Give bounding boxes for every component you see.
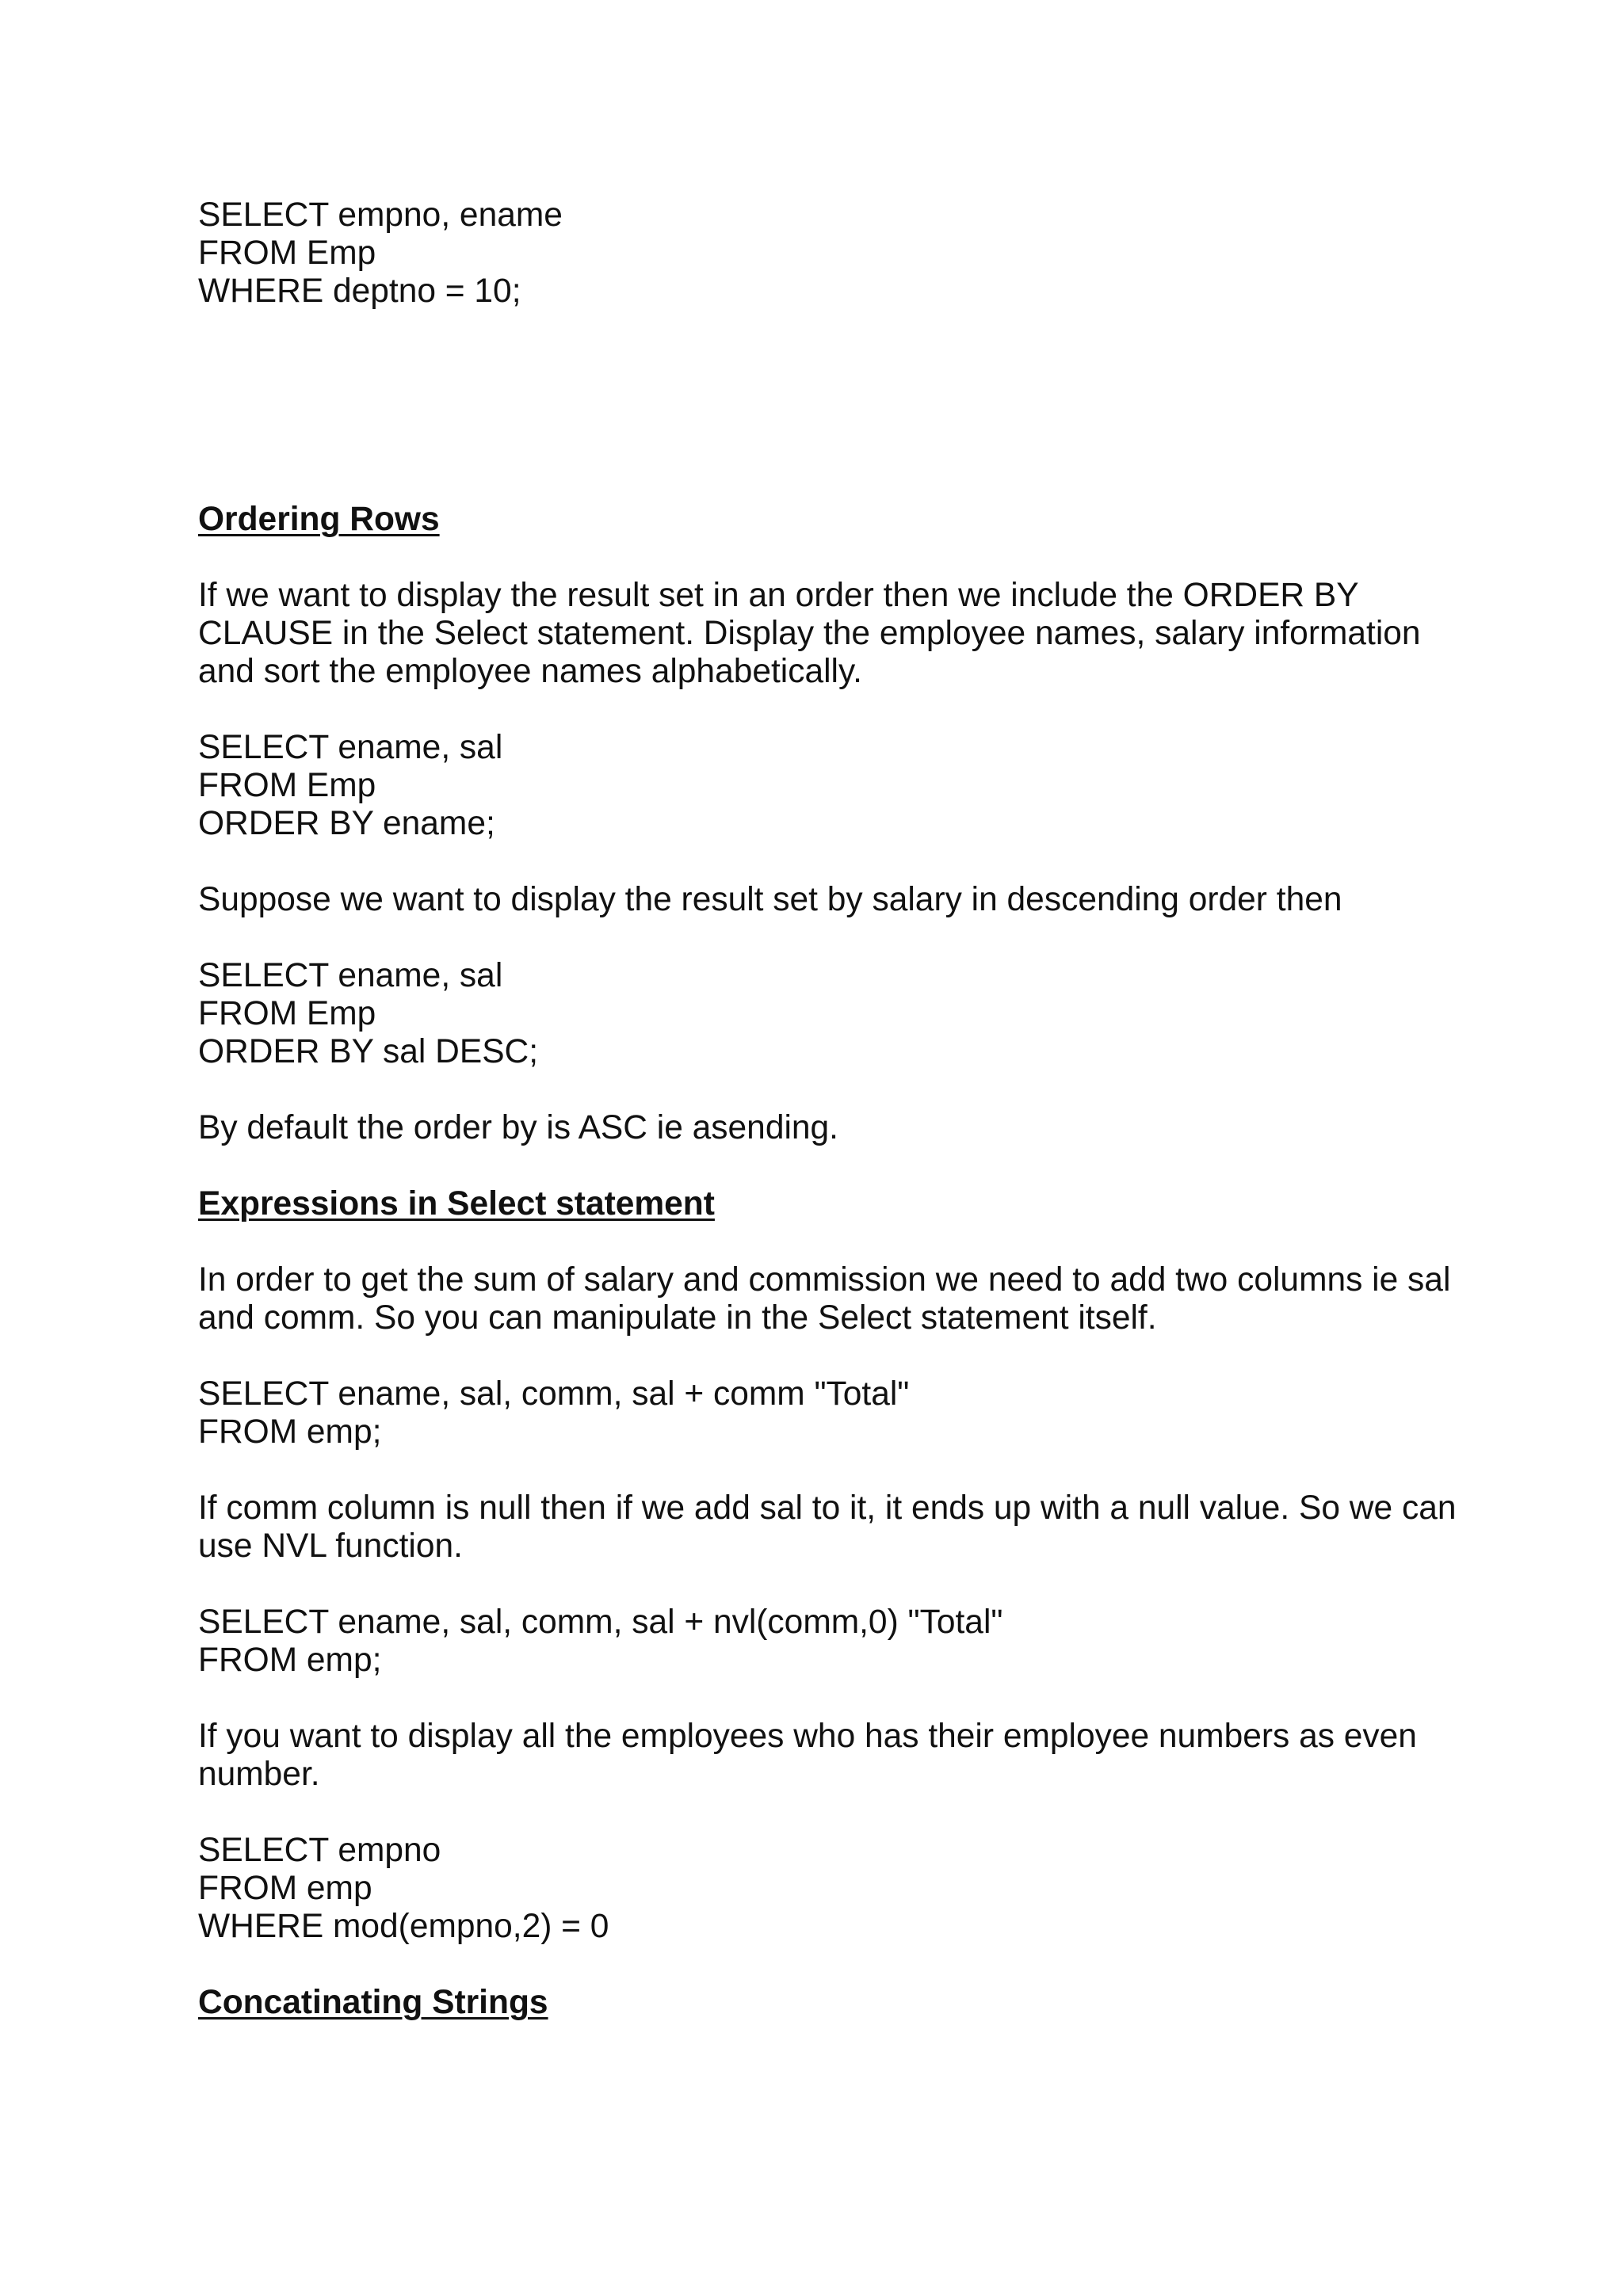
code-block: [198, 1375, 1450, 1451]
spacer: [198, 539, 1450, 577]
spacer: [198, 1946, 1450, 1984]
paragraph: [198, 1261, 1450, 1337]
spacer: [198, 1451, 1450, 1489]
paragraph-line: number.: [198, 1756, 320, 1793]
spacer: [198, 919, 1450, 957]
spacer: [198, 843, 1450, 881]
section-heading: Concatinating Strings: [198, 1984, 548, 2021]
code-line: SELECT ename, sal, comm, sal + nvl(comm,0) "Total": [198, 1604, 1003, 1641]
section-heading: Ordering Rows: [198, 501, 440, 538]
spacer: [198, 1680, 1450, 1718]
paragraph-line: use NVL function.: [198, 1527, 463, 1565]
code-line: FROM Emp: [198, 995, 376, 1032]
paragraph: [198, 1718, 1450, 1794]
paragraph: [198, 577, 1450, 691]
spacer: [198, 1566, 1450, 1604]
code-block: [198, 957, 1450, 1071]
paragraph-line: CLAUSE in the Select statement. Display the employee names, salary information: [198, 615, 1421, 652]
paragraph-line: If comm column is null then if we add sal to it, it ends up with a null value. So we can: [198, 1489, 1457, 1527]
code-line: SELECT empno: [198, 1832, 441, 1869]
spacer: [198, 1147, 1450, 1185]
spacer: [198, 1071, 1450, 1109]
code-line: ORDER BY sal DESC;: [198, 1033, 539, 1070]
paragraph-line: and comm. So you can manipulate in the Select statement itself.: [198, 1299, 1157, 1337]
paragraph-line: In order to get the sum of salary and commission we need to add two columns ie sal: [198, 1261, 1451, 1299]
code-block: [198, 1604, 1450, 1680]
code-line: SELECT ename, sal: [198, 957, 503, 994]
code-line: ORDER BY ename;: [198, 805, 495, 842]
section-heading: Expressions in Select statement: [198, 1185, 715, 1222]
paragraph: Suppose we want to display the result set by salary in descending order then: [198, 881, 1342, 918]
section-concatenating-strings: [198, 1984, 1450, 2022]
code-block: [198, 1832, 1450, 1946]
code-block-select-deptno: [198, 196, 1450, 311]
code-line: FROM emp;: [198, 1642, 382, 1679]
paragraph: [198, 1489, 1457, 1566]
code-line: SELECT empno, ename: [198, 196, 563, 234]
code-line: SELECT ename, sal, comm, sal + comm "Total": [198, 1375, 910, 1413]
code-block: [198, 729, 1450, 843]
spacer: [198, 1337, 1450, 1375]
code-line: FROM Emp: [198, 767, 376, 804]
code-line: SELECT ename, sal: [198, 729, 503, 766]
spacer: [198, 1794, 1450, 1832]
spacer: [198, 1223, 1450, 1261]
code-line: FROM emp;: [198, 1413, 382, 1451]
code-line: FROM Emp: [198, 235, 376, 272]
code-line: WHERE deptno = 10;: [198, 273, 521, 310]
code-line: WHERE mod(empno,2) = 0: [198, 1908, 609, 1945]
paragraph-line: and sort the employee names alphabetically.: [198, 653, 862, 690]
code-line: FROM emp: [198, 1870, 372, 1907]
spacer: [198, 691, 1450, 729]
document-page: [198, 196, 1457, 2022]
section-ordering-rows: [198, 501, 1450, 1147]
paragraph-line: If you want to display all the employees who has their employee numbers as even: [198, 1718, 1417, 1755]
section-expressions: [198, 1185, 1457, 1946]
paragraph-line: If we want to display the result set in an order then we include the ORDER BY: [198, 577, 1359, 614]
spacer: [198, 311, 1450, 501]
paragraph: By default the order by is ASC ie asending.: [198, 1109, 838, 1146]
